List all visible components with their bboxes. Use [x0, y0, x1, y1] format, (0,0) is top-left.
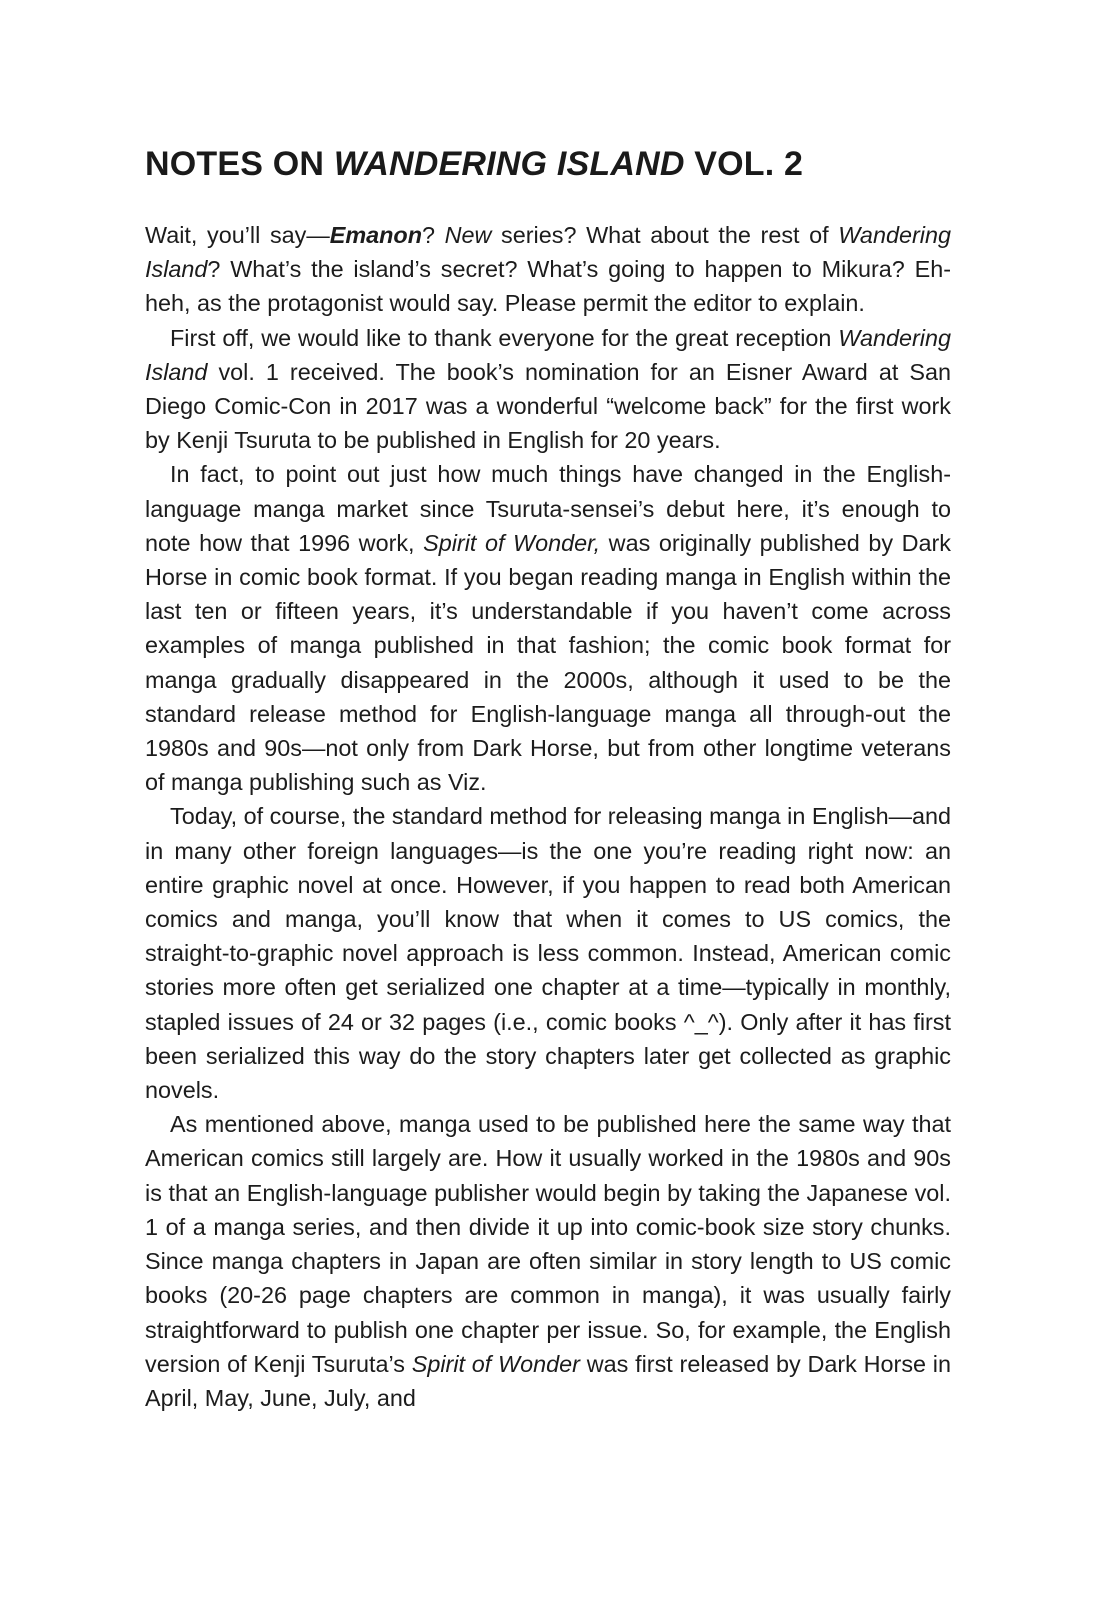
- page: [145, 143, 951, 1415]
- title-italic: WANDERING ISLAND: [333, 145, 685, 183]
- page-title: [145, 143, 951, 185]
- paragraph-1: [145, 218, 951, 321]
- paragraph-3: [145, 457, 951, 799]
- article-body: [145, 218, 951, 1415]
- text-run-italic: Spirit of Wonder: [411, 1350, 580, 1377]
- text-run-italic: Wandering Island: [145, 324, 951, 385]
- text-run-italic: New: [444, 222, 492, 248]
- paragraph-5: [145, 1107, 951, 1415]
- text-run: ? What’s the island’s secret? What’s going to happen to Mikura? Eh-heh, as the protagonist would say. Please permit the editor to explain.: [145, 256, 951, 317]
- text-run-italic: Wandering Island: [145, 222, 951, 283]
- text-run: First off, we would like to thank everyone for the great reception: [170, 324, 839, 351]
- text-run: ?: [422, 222, 445, 248]
- paragraph-2: [145, 321, 951, 458]
- text-run: series? What about the rest of: [491, 222, 839, 248]
- text-run-bold-italic: Emanon: [329, 222, 423, 248]
- text-run: In fact, to point out just how much things have changed in the English-language manga market since Tsuruta-sensei’s debut here, it’s enough to note how that 1996 work,: [145, 461, 951, 556]
- text-run: was first released by Dark Horse in April, May, June, July, and: [145, 1350, 951, 1411]
- title-prefix: NOTES ON: [145, 145, 334, 183]
- text-run: As mentioned above, manga used to be published here the same way that American comics still largely are. How it usually worked in the 1980s and 90s is that an English-language publisher would begin by taking the Japanese vol. 1 of a manga series, and then divide it up into comic-book size story chunks. Since manga chapters in Japan are often similar in story length to US comic books (20-26 page chapters are common in manga), it was usually fairly straightforward to publish one chapter per issue. So, for example, the English version of Kenji Tsuruta’s: [145, 1111, 951, 1377]
- paragraph-4: Today, of course, the standard method for releasing manga in English—and in many other foreign languages—is the one you’re reading right now: an entire graphic novel at once. However, if you happen to read both American comics and manga, you’ll know that when it comes to US comics, the straight-to-graphic novel approach is less common. Instead, American comic stories more often get serialized one chapter at a time—typically in monthly, stapled issues of 24 or 32 pages (i.e., comic books ^_^). Only after it has first been serialized this way do the story chapters later get collected as graphic novels.: [145, 803, 952, 1104]
- text-run: Wait, you’ll say—: [145, 222, 330, 248]
- text-run: was originally published by Dark Horse in comic book format. If you began reading manga in English within the last ten or fifteen years, it’s understandable if you haven’t come across examples of manga published in that fashion; the comic book format for manga gradually disappeared in the 2000s, although it used to be the standard release method for English-language manga all through-out the 1980s and 90s—not only from Dark Horse, but from other longtime veterans of manga publishing such as Viz.: [145, 529, 951, 796]
- text-run: vol. 1 received. The book’s nomination for an Eisner Award at San Diego Comic-Con in 2017 was a wonderful “welcome back” for the first work by Kenji Tsuruta to be published in English for 20 years.: [145, 358, 951, 454]
- text-run-italic: Spirit of Wonder,: [423, 529, 601, 556]
- title-suffix: VOL. 2: [684, 145, 804, 183]
